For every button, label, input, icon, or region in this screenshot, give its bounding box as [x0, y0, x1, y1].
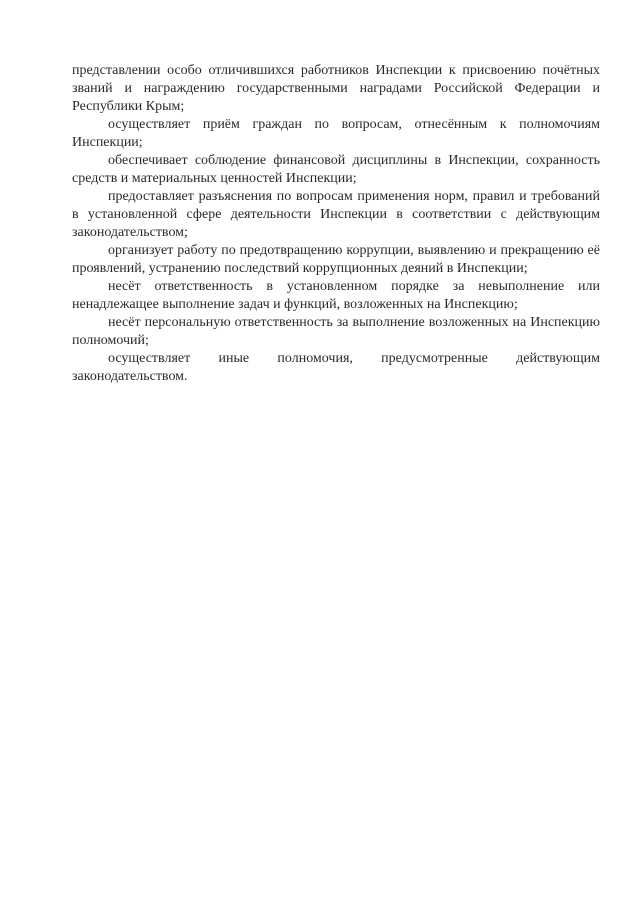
paragraph-anti-corruption: организует работу по предотвращению коррупции, выявлению и прекращению её проявлений, устранению последствий коррупционных деяний в Инспекции;	[72, 243, 600, 276]
paragraph-continuation: представлении особо отличившихся работников Инспекции к присвоению почётных званий и награждению государственными наградами Российской Федерации и Республики Крым;	[72, 63, 600, 114]
paragraph-clarifications: предоставляет разъяснения по вопросам применения норм, правил и требований в установленной сфере деятельности Инспекции в соответствии с действующим законодательством;	[72, 189, 600, 240]
paragraph-responsibility: несёт ответственность в установленном порядке за невыполнение или ненадлежащее выполнение задач и функций, возложенных на Инспекцию;	[72, 279, 600, 312]
paragraph-citizen-reception: осуществляет приём граждан по вопросам, отнесённым к полномочиям Инспекции;	[72, 117, 600, 150]
paragraph-other-powers: осуществляет иные полномочия, предусмотренные действующим законодательством.	[72, 351, 600, 384]
paragraph-financial-discipline: обеспечивает соблюдение финансовой дисциплины в Инспекции, сохранность средств и материальных ценностей Инспекции;	[72, 153, 600, 186]
paragraph-personal-responsibility: несёт персональную ответственность за выполнение возложенных на Инспекцию полномочий;	[72, 315, 600, 348]
document-body	[72, 62, 600, 386]
